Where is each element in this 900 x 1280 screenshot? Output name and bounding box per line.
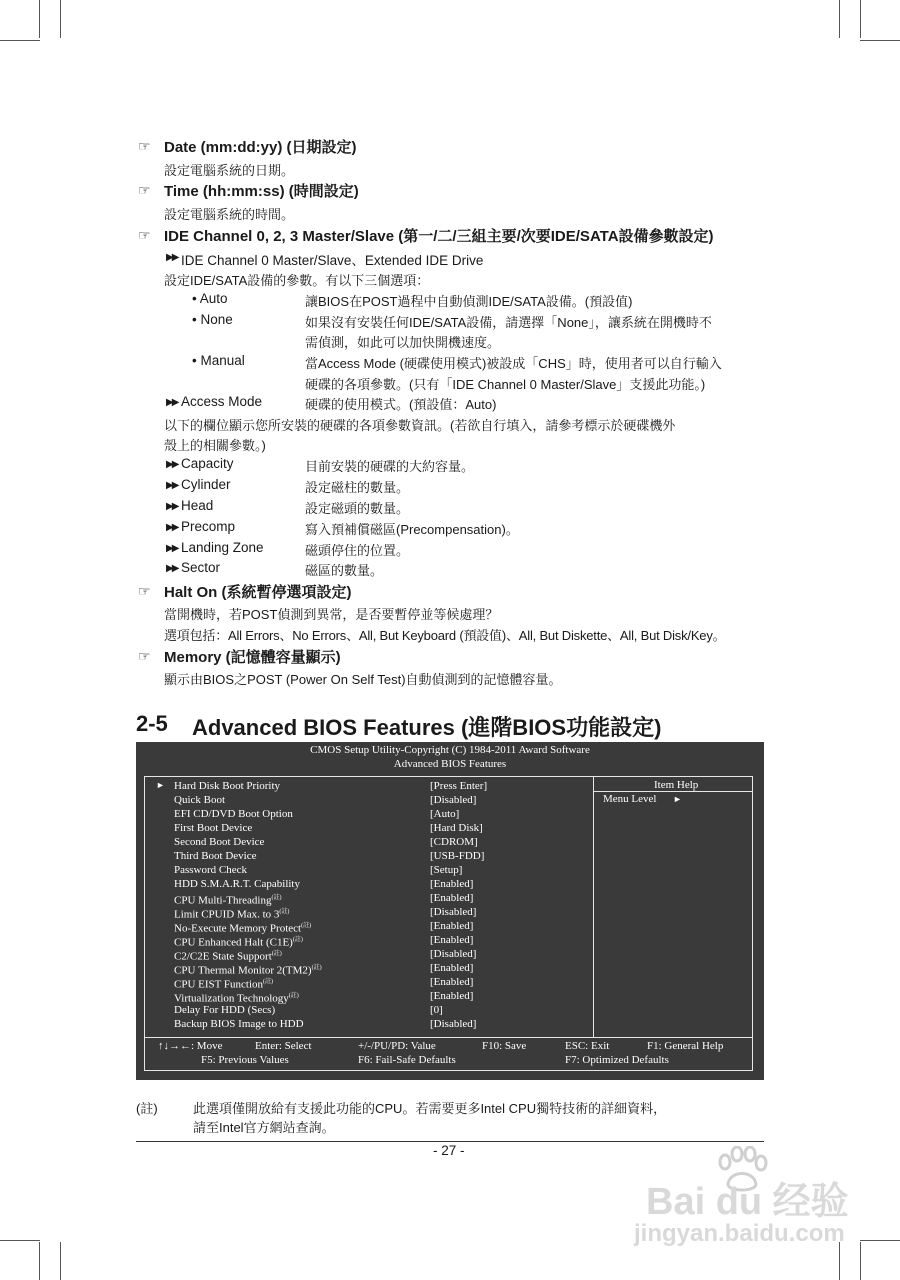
item-desc: 設定電腦系統的時間。: [164, 207, 295, 222]
pointing-hand-icon: ☞: [138, 227, 151, 243]
double-arrow-icon: ▶▶: [166, 522, 178, 533]
option-desc: 當Access Mode (硬碟使用模式)被設成「CHS」時，使用者可以自行輸入: [305, 356, 722, 371]
footer-key: ↑↓→←: Move: [158, 1040, 223, 1052]
item-title: Time (hh:mm:ss) (時間設定): [164, 183, 359, 200]
menu-level-label: Menu Level: [603, 793, 657, 805]
help-divider: [593, 791, 753, 792]
crop-mark: [860, 1242, 861, 1280]
option-desc: 讓BIOS在POST過程中自動偵測IDE/SATA設備。(預設值): [305, 294, 633, 309]
crop-mark: [839, 0, 840, 38]
bios-row-value: [Enabled]: [430, 878, 474, 890]
watermark-brand: Bai du 经验: [646, 1181, 849, 1223]
bios-row-value: [Disabled]: [430, 794, 477, 806]
info-text: 殼上的相關參數。): [164, 438, 266, 453]
item-title: IDE Channel 0, 2, 3 Master/Slave (第一/二/三組主要/次要IDE/SATA設備參數設定): [164, 228, 714, 245]
bios-row-name: No-Execute Memory Protect: [174, 922, 302, 935]
bios-row-value: [Enabled]: [430, 934, 474, 946]
option-name: • Auto: [192, 291, 228, 306]
footnote-marker: (註): [301, 923, 312, 929]
param-desc: 設定磁柱的數量。: [305, 480, 410, 495]
footnote-marker: (註): [271, 895, 282, 901]
double-arrow-icon: ▶▶: [166, 459, 178, 470]
bios-row-name: CPU Multi-Threading: [174, 894, 272, 907]
footnote-marker: (註): [263, 979, 274, 985]
bios-row-value: [Press Enter]: [430, 780, 488, 792]
bios-row-value: [Setup]: [430, 864, 463, 876]
param-name: Cylinder: [181, 477, 231, 492]
watermark-url: jingyan.baidu.com: [634, 1220, 845, 1247]
option-desc-cont: 需偵測，如此可以加快開機速度。: [305, 335, 501, 350]
bios-row-name: EFI CD/DVD Boot Option: [174, 808, 293, 820]
bios-screenshot: [136, 742, 764, 1080]
footer-key: ESC: Exit: [565, 1040, 610, 1052]
bios-row-value: [USB-FDD]: [430, 850, 485, 862]
param-desc: 設定磁頭的數量。: [305, 501, 410, 516]
crop-mark: [0, 1240, 40, 1241]
crop-mark: [0, 40, 40, 41]
bios-row-value: [Enabled]: [430, 990, 474, 1002]
pointing-hand-icon: ☞: [138, 648, 151, 664]
crop-mark: [60, 1242, 61, 1280]
param-desc: 硬碟的使用模式。(預設值：Auto): [305, 397, 497, 412]
param-desc: 磁頭停住的位置。: [305, 543, 410, 558]
double-arrow-icon: ▶▶: [166, 543, 178, 554]
item-title: Date (mm:dd:yy) (日期設定): [164, 139, 357, 156]
menu-level-arrow-icon: ►: [673, 794, 682, 804]
bios-row-name: Third Boot Device: [174, 850, 257, 862]
bios-row-name: Backup BIOS Image to HDD: [174, 1018, 304, 1030]
param-desc: 目前安裝的硬碟的大約容量。: [305, 459, 475, 474]
crop-mark: [39, 1242, 40, 1280]
item-desc: 當開機時，若POST偵測到異常，是否要暫停並等候處理？: [164, 607, 499, 622]
bios-header-title: Advanced BIOS Features: [393, 758, 507, 770]
pointing-hand-icon: ☞: [138, 182, 151, 198]
footer-key: F10: Save: [482, 1040, 527, 1052]
section-title: Advanced BIOS Features (進階BIOS功能設定): [192, 715, 662, 740]
bios-row-value: [Enabled]: [430, 920, 474, 932]
bios-row-name: Delay For HDD (Secs): [174, 1004, 276, 1016]
bios-header-copyright: CMOS Setup Utility-Copyright (C) 1984-2011 Award Software: [310, 744, 590, 756]
bios-row-name: CPU Enhanced Halt (C1E): [174, 936, 293, 949]
pointing-hand-icon: ☞: [138, 583, 151, 599]
param-name: Head: [181, 498, 214, 513]
note-text: 此選項僅開放給有支援此功能的CPU。若需要更多Intel CPU獨特技術的詳細資料，: [193, 1101, 667, 1116]
param-name: Capacity: [181, 456, 234, 471]
footer-key: F6: Fail-Safe Defaults: [358, 1054, 456, 1066]
double-arrow-icon: ▶▶: [166, 480, 178, 491]
bios-row-name: First Boot Device: [174, 822, 253, 834]
bios-row-name: HDD S.M.A.R.T. Capability: [174, 878, 300, 890]
param-name: Landing Zone: [181, 540, 264, 555]
param-name: Precomp: [181, 519, 236, 534]
info-text: 以下的欄位顯示您所安裝的硬碟的各項參數資訊。(若欲自行填入，請參考標示於硬碟機外: [164, 418, 676, 433]
bios-row-name: Virtualization Technology: [174, 992, 289, 1005]
footnote-marker: (註): [292, 937, 303, 943]
double-arrow-icon: ▶▶: [166, 397, 178, 408]
bios-row-value: [Enabled]: [430, 892, 474, 904]
bios-row-value: [Enabled]: [430, 976, 474, 988]
page-number: - 27 -: [433, 1143, 465, 1158]
param-name: Sector: [181, 560, 221, 575]
crop-mark: [860, 1240, 900, 1241]
footnote-marker: (註): [279, 909, 290, 915]
bios-row-value: [0]: [430, 1004, 443, 1016]
param-desc: 寫入預補償磁區(Precompensation)。: [305, 522, 519, 537]
option-desc: 如果沒有安裝任何IDE/SATA設備，請選擇「None」，讓系統在開機時不: [305, 315, 712, 330]
section-number: 2-5: [136, 711, 168, 736]
bios-row-name: Hard Disk Boot Priority: [174, 780, 281, 792]
pointing-hand-icon: ☞: [138, 138, 151, 154]
bios-row-name: CPU EIST Function: [174, 978, 264, 991]
bios-row-value: [Enabled]: [430, 962, 474, 974]
footer-key: F5: Previous Values: [201, 1054, 289, 1066]
item-desc: 設定電腦系統的日期。: [164, 163, 295, 178]
bios-row-name: CPU Thermal Monitor 2(TM2): [174, 964, 312, 977]
bios-row-name: C2/C2E State Support: [174, 950, 272, 963]
param-desc: 磁區的數量。: [305, 563, 384, 578]
bios-row-value: [Disabled]: [430, 948, 477, 960]
item-help-title: Item Help: [654, 779, 699, 791]
bios-row-value: [Disabled]: [430, 906, 477, 918]
bios-row-value: [Disabled]: [430, 1018, 477, 1030]
footer-key: F7: Optimized Defaults: [565, 1054, 669, 1066]
footnote-marker: (註): [288, 993, 299, 999]
option-name: • Manual: [192, 353, 245, 368]
item-title: Memory (記憶體容量顯示): [164, 649, 341, 666]
bios-row-value: [CDROM]: [430, 836, 478, 848]
option-name: • None: [192, 312, 233, 327]
bios-row-name: Password Check: [174, 864, 248, 876]
option-desc-cont: 硬碟的各項參數。(只有「IDE Channel 0 Master/Slave」支援此功能。): [305, 377, 706, 392]
item-desc: 選項包括：All Errors、No Errors、All, But Keyboard (預設值)、All, But Diskette、All, But Disk/Key。: [164, 628, 726, 643]
ide-sub-desc: 設定IDE/SATA設備的參數。有以下三個選項：: [164, 273, 430, 288]
bios-row-name: Quick Boot: [174, 794, 226, 806]
footer-key: +/-/PU/PD: Value: [358, 1040, 436, 1052]
crop-mark: [60, 0, 61, 38]
footnote-marker: (註): [271, 951, 282, 957]
crop-mark: [39, 0, 40, 38]
footer-key: Enter: Select: [255, 1040, 312, 1052]
item-desc: 顯示由BIOS之POST (Power On Self Test)自動偵測到的記憶體容量。: [164, 672, 562, 687]
footer-rule: [136, 1141, 764, 1142]
note-text: 請至Intel官方網站查詢。: [193, 1120, 335, 1135]
bios-help-panel: [593, 776, 753, 1038]
bios-row-value: [Auto]: [430, 808, 460, 820]
selected-item-marker: ►: [156, 780, 165, 790]
bios-row-value: [Hard Disk]: [430, 822, 483, 834]
crop-mark: [860, 0, 861, 38]
note-label: (註): [136, 1101, 158, 1116]
footer-key: F1: General Help: [647, 1040, 724, 1052]
footnote-marker: (註): [311, 965, 322, 971]
double-arrow-icon: ▶▶: [166, 563, 178, 574]
param-name: Access Mode: [181, 394, 263, 409]
double-arrow-icon: ▶▶: [166, 501, 178, 512]
item-title: Halt On (系統暫停選項設定): [164, 584, 352, 601]
bios-row-name: Limit CPUID Max. to 3: [174, 908, 280, 921]
bios-row-name: Second Boot Device: [174, 836, 265, 848]
double-arrow-icon: ▶▶: [166, 252, 178, 263]
crop-mark: [860, 40, 900, 41]
ide-sub-title: IDE Channel 0 Master/Slave、Extended IDE Drive: [181, 253, 484, 268]
